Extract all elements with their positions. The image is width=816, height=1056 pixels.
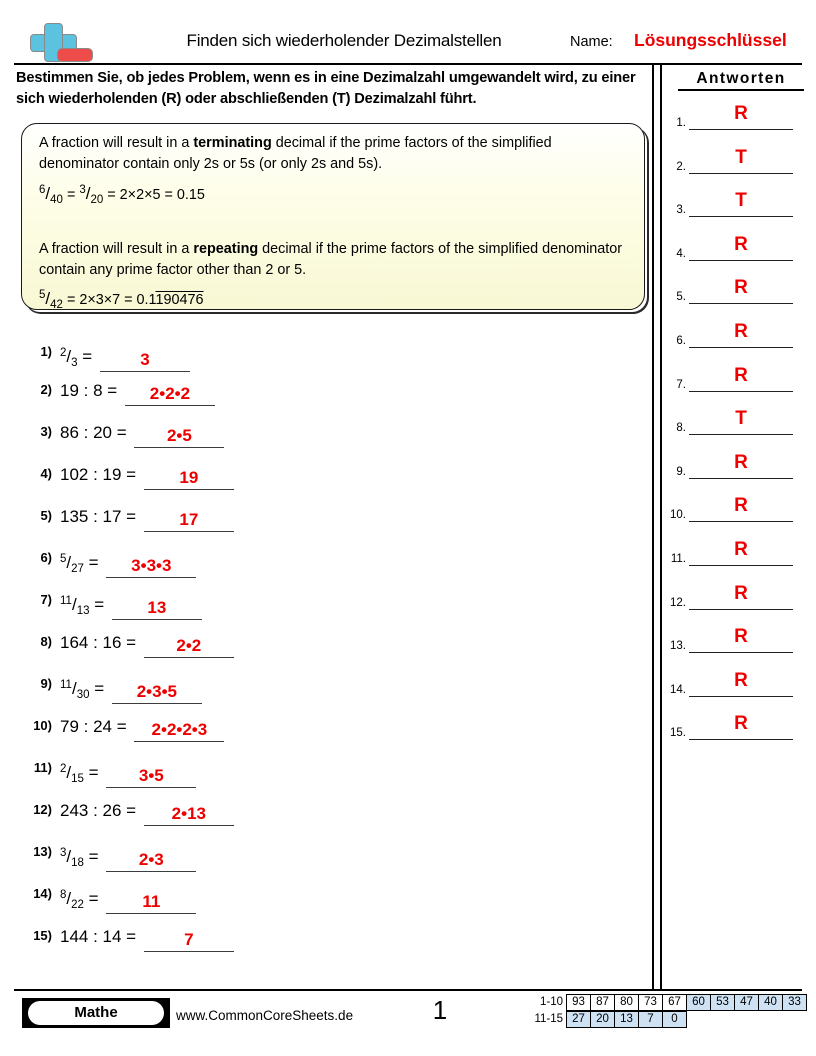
problem-expression: 243 : 26 = 2•13 xyxy=(60,796,234,826)
answer-number: 6. xyxy=(676,335,686,347)
problem-number: 13) xyxy=(33,844,52,859)
plus-minus-logo-icon xyxy=(18,22,92,62)
problem-expression: $^2/_{15}$ = 3•5 xyxy=(60,754,196,794)
answer-row xyxy=(664,536,798,576)
score-grid xyxy=(527,994,807,1028)
answer-row xyxy=(664,667,798,707)
score-grid-cell: 73 xyxy=(638,994,663,1011)
problem-number: 9) xyxy=(40,676,52,691)
problem-expression: $^{11}/_{30}$ = 2•3•5 xyxy=(60,670,202,710)
problem-number: 3) xyxy=(40,424,52,439)
problem-answer-blank[interactable]: 2•2•2•3 xyxy=(134,719,224,742)
problem-number: 12) xyxy=(33,802,52,817)
score-grid-cell: 40 xyxy=(758,994,783,1011)
problem-expression: 86 : 20 = 2•5 xyxy=(60,418,224,448)
answer-value[interactable]: R xyxy=(689,231,793,261)
problem-answer-blank[interactable]: 3•3•3 xyxy=(106,555,196,578)
answer-row xyxy=(664,231,798,271)
answer-number: 4. xyxy=(676,247,686,260)
problem-expression: 144 : 14 = 7 xyxy=(60,922,234,952)
answer-number: 2. xyxy=(676,160,686,173)
problem-answer-blank[interactable]: 2•2 xyxy=(144,635,234,658)
explanation-example-2: $^5/_{42} = 2\times 3\times 7 = 0.1190476$ xyxy=(39,289,204,312)
answer-row xyxy=(664,449,798,489)
problem-answer-blank[interactable]: 11 xyxy=(106,891,196,914)
problem-answer-blank[interactable]: 3 xyxy=(100,349,190,372)
problem-number: 15) xyxy=(33,928,52,943)
answer-row xyxy=(664,580,798,620)
problem-number: 1) xyxy=(40,344,52,359)
problem-answer-blank[interactable]: 2•2•2 xyxy=(125,383,215,406)
fraction: $^8/_{22}$ xyxy=(60,889,84,911)
score-grid-cell: 7 xyxy=(638,1011,663,1028)
answer-row xyxy=(664,187,798,227)
answer-value[interactable]: R xyxy=(689,318,793,348)
problem-answer-blank[interactable]: 13 xyxy=(112,597,202,620)
page-header xyxy=(14,22,802,62)
answer-number: 13. xyxy=(670,640,686,653)
answer-value[interactable]: R xyxy=(689,362,793,392)
fraction: $^{11}/_{30}$ xyxy=(60,679,90,701)
column-divider xyxy=(652,64,662,989)
answer-value[interactable]: T xyxy=(689,405,793,435)
header-divider xyxy=(14,63,802,65)
problem-expression: $^{11}/_{13} = 13$ xyxy=(60,586,202,626)
problem-answer-blank[interactable]: 2•3•5 xyxy=(112,681,202,704)
answer-value[interactable]: R xyxy=(689,710,793,740)
instructions-text: Bestimmen Sie, ob jedes Problem, wenn es in eine Dezimalzahl umgewandelt wird, zu einer sich wiederholenden (R) oder abschließenden (T) Dezimalzahl führt. xyxy=(16,70,636,107)
problem-expression: $^5/_{27}$ = 3•3•3 xyxy=(60,544,196,584)
answer-value[interactable]: T xyxy=(689,187,793,217)
score-grid-cell: 93 xyxy=(566,994,591,1011)
score-grid-cell: 0 xyxy=(662,1011,687,1028)
answer-value[interactable]: R xyxy=(689,580,793,610)
answer-number: 3. xyxy=(676,204,686,217)
problem-answer-blank[interactable]: 2•13 xyxy=(144,803,234,826)
score-grid-label: 11-15 xyxy=(534,1013,563,1025)
answer-row xyxy=(664,405,798,445)
problem-number: 6) xyxy=(40,550,52,565)
explanation-paragraph-1: A fraction will result in a terminating decimal if the prime factors of the simplified denominator contain only 2s or 5s (or only 2s and 5s). xyxy=(39,135,552,173)
score-grid-row xyxy=(527,1011,807,1028)
explanation-box xyxy=(21,123,645,310)
page-title: Finden sich wiederholender Dezimalstellen xyxy=(186,31,502,50)
answer-value[interactable]: R xyxy=(689,667,793,697)
score-grid-cell: 20 xyxy=(590,1011,615,1028)
score-grid-cell: 13 xyxy=(614,1011,639,1028)
answer-number: 1. xyxy=(676,117,686,129)
answer-number: 7. xyxy=(676,378,686,391)
score-grid-cell: 33 xyxy=(782,994,807,1011)
answer-number: 9. xyxy=(676,465,686,478)
footer-divider xyxy=(14,989,802,991)
score-grid-cell: 80 xyxy=(614,994,639,1011)
problem-expression: $^3/_{18}$ = 2•3 xyxy=(60,838,196,878)
fraction: $^3/_{18}$ xyxy=(60,847,84,869)
answer-value[interactable]: R xyxy=(689,536,793,566)
problem-answer-blank[interactable]: 2•3 xyxy=(106,849,196,872)
answer-row xyxy=(664,623,798,663)
score-grid-label: 1-10 xyxy=(539,996,563,1008)
problem-number: 2) xyxy=(40,382,52,397)
problem-number: 10) xyxy=(33,718,52,733)
score-grid-cell: 27 xyxy=(566,1011,591,1028)
problem-number: 4) xyxy=(40,466,52,481)
page-number: 1 xyxy=(432,995,448,1025)
problem-expression: 102 : 19 = 19 xyxy=(60,460,234,490)
answer-number: 11. xyxy=(670,553,686,565)
problem-number: 14) xyxy=(33,886,52,901)
answer-column-title: Antworten xyxy=(678,70,804,91)
answer-value[interactable]: R xyxy=(689,274,793,304)
score-grid-cell: 60 xyxy=(686,994,711,1011)
problem-number: 7) xyxy=(40,592,52,607)
explanation-paragraph-2: A fraction will result in a repeating decimal if the prime factors of the simplified denominator contain any prime factor other than 2 or 5. xyxy=(39,240,623,278)
problem-number: 5) xyxy=(40,508,52,523)
answer-row xyxy=(664,362,798,402)
answer-number: 12. xyxy=(670,596,686,609)
score-grid-cell: 53 xyxy=(710,994,735,1011)
answer-value[interactable]: R xyxy=(689,623,793,653)
website-url: www.CommonCoreSheets.de xyxy=(176,1008,354,1023)
answer-row xyxy=(664,318,798,358)
answer-row xyxy=(664,274,798,314)
fraction: $^{11}/_{13}$ xyxy=(60,595,90,617)
problem-answer-blank[interactable]: 7 xyxy=(144,929,234,952)
answer-number: 15. xyxy=(670,727,686,740)
answer-row xyxy=(664,100,798,140)
problem-number: 11) xyxy=(33,760,52,775)
explanation-example-1: $^6/_{40} = ^3/_{20} = 2\times 2\times 5 = 0.15$ xyxy=(39,183,205,206)
answer-value[interactable]: R xyxy=(689,492,793,522)
score-grid-row xyxy=(527,994,807,1011)
subject-badge xyxy=(22,998,170,1028)
answer-number: 14. xyxy=(670,683,686,696)
problem-expression: $^2/_3 = 3$ xyxy=(60,338,190,378)
name-label: Name: xyxy=(570,34,613,50)
answer-number: 8. xyxy=(676,422,686,435)
score-grid-cell: 67 xyxy=(662,994,687,1011)
problem-expression: 164 : 16 = 2•2 xyxy=(60,628,234,658)
problem-number: 8) xyxy=(40,634,52,649)
answer-value[interactable]: R xyxy=(689,100,793,130)
answer-row xyxy=(664,710,798,750)
fraction: $^2/_3$ xyxy=(60,347,78,369)
answer-value[interactable]: T xyxy=(689,144,793,174)
answer-number: 10. xyxy=(670,509,686,522)
problem-answer-blank[interactable]: 2•5 xyxy=(134,425,224,448)
problem-expression: 135 : 17 = 17 xyxy=(60,502,234,532)
problem-answer-blank[interactable]: 17 xyxy=(144,509,234,532)
fraction: $^2/_{15}$ xyxy=(60,763,84,785)
problem-answer-blank[interactable]: 19 xyxy=(144,467,234,490)
problem-answer-blank[interactable]: 3•5 xyxy=(106,765,196,788)
problem-expression: 79 : 24 = 2•2•2•3 xyxy=(60,712,224,742)
problem-expression: $^8/_{22} = 11$ xyxy=(60,880,196,920)
answer-row xyxy=(664,144,798,184)
fraction: $^5/_{27}$ xyxy=(60,553,84,575)
score-grid-cell: 47 xyxy=(734,994,759,1011)
name-value: Lösungsschlüssel xyxy=(634,30,787,50)
score-grid-cell: 87 xyxy=(590,994,615,1011)
problem-expression: 19 : 8 = 2•2•2 xyxy=(60,376,215,406)
answer-number: 5. xyxy=(676,291,686,304)
subject-label: Mathe xyxy=(28,1001,164,1025)
answer-row xyxy=(664,492,798,532)
answer-value[interactable]: R xyxy=(689,449,793,479)
